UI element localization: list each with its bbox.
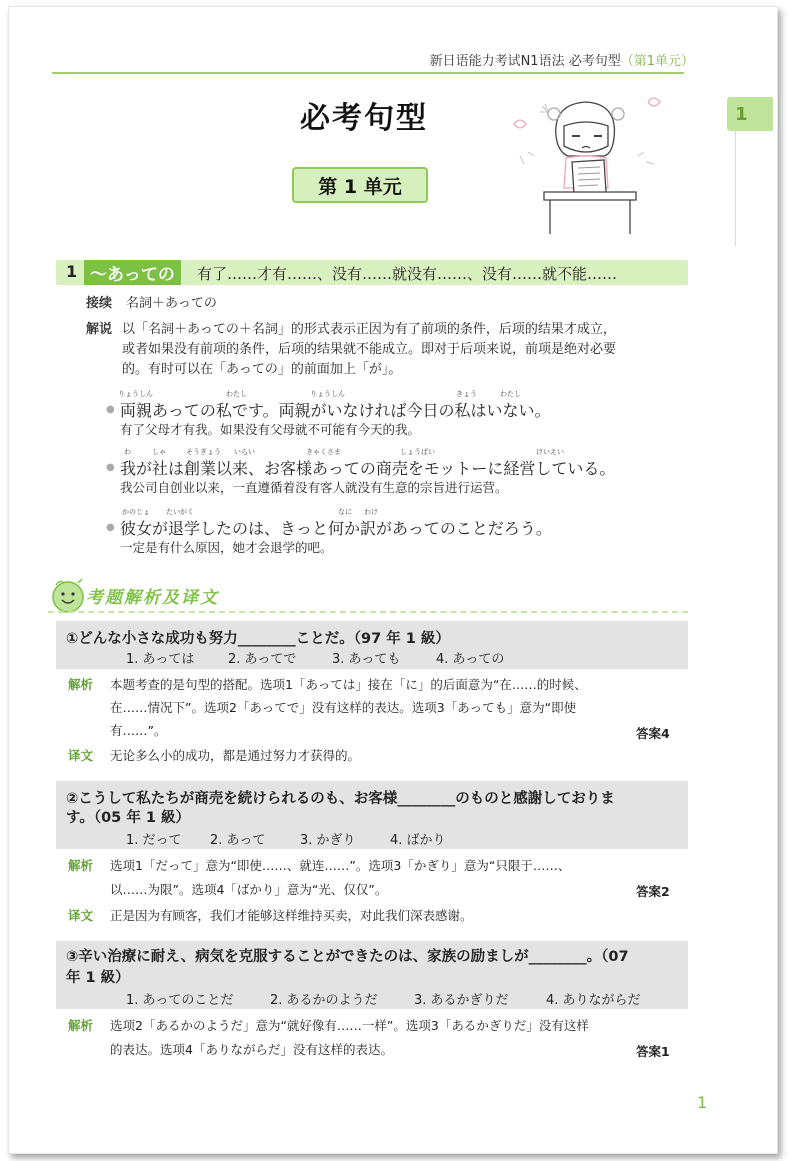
example-translation: 我公司自创业以来，一直遵循着没有客人就没有生意的宗旨进行运营。	[120, 480, 508, 495]
bullet-dot: ●	[106, 462, 115, 473]
explain-label: 解说	[86, 322, 113, 337]
furigana: かのじょ	[122, 508, 150, 516]
grammar-point-number: 1	[66, 262, 78, 281]
analysis-line: 以……为限”。选项4「ばかり」意为“光、仅仅”。	[110, 882, 388, 897]
option: 1. あっては	[126, 652, 195, 667]
answer: 答案1	[636, 1044, 670, 1059]
furigana: そうぎょう	[186, 448, 221, 456]
header-rule	[52, 72, 684, 74]
section-divider	[48, 611, 688, 613]
chapter-side-tab: 1	[727, 97, 773, 131]
page-title: 必考句型	[300, 101, 428, 136]
translation-text: 无论多么小的成功，都是通过努力才获得的。	[110, 748, 361, 763]
option: 4. あっての	[436, 652, 505, 667]
option: 3. かぎり	[300, 833, 356, 848]
grammar-meaning: 有了……才有……、没有……就没有……、没有……就不能……	[197, 265, 618, 283]
analysis-label: 解析	[68, 1018, 94, 1033]
analysis-line: 选项1「だって」意为“即使……、就连……”。选项3「かぎり」意为“只限于……、	[110, 858, 571, 873]
option: 1. あってのことだ	[126, 993, 234, 1008]
furigana: わ	[124, 448, 131, 456]
section-banner-text: 考题解析及译文	[86, 588, 219, 608]
question-text: ①どんな小さな成功も努力________ことだ。（97 年 1 級）	[66, 631, 450, 647]
example-sentence: 彼女が退学したのは、きっと何か訳があってのことだろう。	[120, 519, 552, 538]
option: 2. あって	[210, 833, 266, 848]
furigana: わたし	[226, 390, 247, 398]
translation-label: 译文	[68, 908, 94, 923]
analysis-label: 解析	[68, 677, 94, 692]
furigana: わけ	[364, 508, 378, 516]
furigana: いらい	[234, 448, 255, 456]
connect-text: 名詞＋あっての	[126, 296, 217, 311]
unit-title-box	[292, 167, 428, 203]
connect-label: 接续	[86, 296, 113, 311]
analysis-line: 的表达。选项4「ありながらだ」没有这样的表达。	[110, 1042, 393, 1057]
example-translation: 有了父母才有我。如果没有父母就不可能有今天的我。	[120, 422, 421, 437]
option: 3. あっても	[332, 652, 401, 667]
studying-girl-illustration	[508, 96, 668, 236]
page-number: 1	[697, 1093, 708, 1112]
translation-text: 正是因为有顾客，我们才能够这样维持买卖，对此我们深表感谢。	[110, 908, 473, 923]
explain-line: 的。有时可以在「あっての」的前面加上「が」。	[122, 362, 402, 377]
running-header	[430, 50, 694, 69]
explain-line: 或者如果没有前项的条件，后项的结果就不能成立。即对于后项来说，前项是绝对必要	[122, 342, 617, 357]
option: 1. だって	[126, 833, 182, 848]
furigana: しょうばい	[400, 448, 435, 456]
example-translation: 一定是有什么原因，她才会退学的吧。	[120, 540, 333, 555]
example-sentence: 両親あっての私です。両親がいなければ今日の私はいない。	[120, 401, 551, 420]
running-header-book: 新日语能力考试N1语法 必考句型	[429, 54, 621, 69]
furigana: りょうしん	[310, 390, 345, 398]
running-header-unit: （第1单元）	[620, 54, 694, 69]
option: 3. あるかぎりだ	[414, 993, 509, 1008]
translation-label: 译文	[68, 748, 94, 763]
explain-line: 以「名詞＋あっての＋名詞」的形式表示正因为有了前项的条件，后项的结果才成立，	[122, 322, 616, 337]
answer: 答案4	[636, 726, 670, 741]
furigana: なに	[338, 508, 352, 516]
question-text: ②こうして私たちが商売を続けられるのも、お客様________のものと感謝しておりま	[66, 791, 615, 807]
furigana: けいえい	[536, 448, 564, 456]
option: 4. ありながらだ	[546, 993, 641, 1008]
analysis-label: 解析	[68, 858, 94, 873]
answer: 答案2	[636, 884, 670, 899]
analysis-line: 在……情况下”。选项2「あってで」没有这样的表达。选项3「あっても」意为“即使	[110, 700, 577, 715]
unit-title: 第 1 单元	[318, 175, 402, 198]
bullet-dot: ●	[106, 404, 115, 415]
question-text: す。（05 年 1 級）	[66, 810, 191, 826]
option: 2. あってで	[228, 652, 297, 667]
furigana: りょうしん	[118, 390, 153, 398]
grammar-pattern: ～あっての	[90, 265, 175, 285]
side-rule	[735, 131, 736, 246]
analysis-line: 选项2「あるかのようだ」意为“就好像有……一样”。选项3「あるかぎりだ」没有这样	[110, 1018, 589, 1033]
grammar-pattern-tag	[84, 260, 181, 285]
furigana: わたし	[500, 390, 521, 398]
analysis-line: 有……”。	[110, 723, 167, 738]
furigana: きゃくさま	[306, 448, 341, 456]
question-text: 年 1 級）	[66, 970, 130, 986]
smiley-icon	[53, 582, 83, 612]
option: 2. あるかのようだ	[270, 993, 378, 1008]
furigana: きょう	[456, 390, 477, 398]
furigana: たいがく	[166, 508, 194, 516]
example-sentence: 我が社は創業以来、お客様あっての商売をモットーに経営している。	[120, 459, 616, 478]
question-text: ③辛い治療に耐え、病気を克服することができたのは、家族の励ましが________。（07	[66, 949, 629, 965]
furigana: しゃ	[152, 448, 166, 456]
option: 4. ばかり	[390, 833, 446, 848]
bullet-dot: ●	[106, 522, 115, 533]
analysis-line: 本题考查的是句型的搭配。选项1「あっては」接在「に」的后面意为“在……的时候、	[110, 677, 587, 692]
